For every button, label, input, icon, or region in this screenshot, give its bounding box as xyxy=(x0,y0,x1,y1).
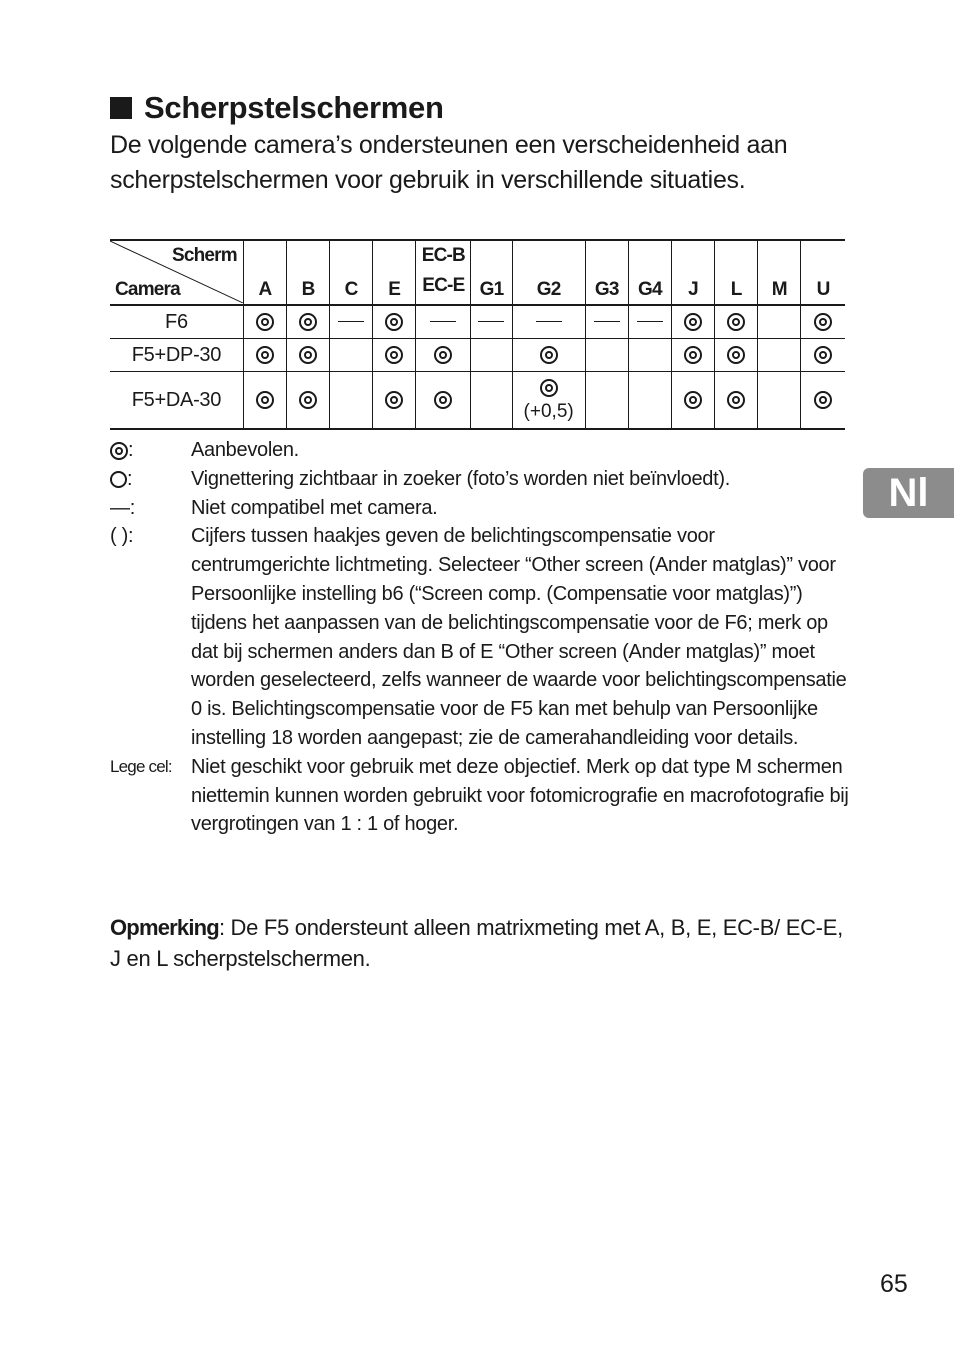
legend xyxy=(110,436,855,839)
not-compatible-icon xyxy=(594,321,620,322)
recommended-icon xyxy=(299,313,317,331)
recommended-icon xyxy=(385,346,403,364)
column-header-j: J xyxy=(671,240,714,305)
table-cell xyxy=(286,339,329,372)
table-row xyxy=(110,305,845,339)
column-header-ece: EC-E xyxy=(422,275,465,296)
table-cell xyxy=(715,305,758,339)
table-row xyxy=(110,372,845,430)
note-label: Opmerking xyxy=(110,915,219,940)
table-cell xyxy=(512,372,585,430)
legend-key: Lege cel: xyxy=(110,756,172,776)
section-title-text: Scherpstelschermen xyxy=(144,90,444,125)
table-cell xyxy=(628,339,671,372)
table-cell xyxy=(416,305,471,339)
table-cell xyxy=(373,372,416,430)
column-header-g4: G4 xyxy=(628,240,671,305)
table-cell xyxy=(801,372,845,430)
focusing-screen-table xyxy=(110,239,845,430)
legend-key-colon: : xyxy=(128,439,134,461)
language-tab: Nl xyxy=(863,468,954,518)
table-header-row xyxy=(110,240,845,305)
table-cell xyxy=(373,305,416,339)
recommended-icon xyxy=(434,346,452,364)
table-cell xyxy=(243,305,286,339)
recommended-icon xyxy=(256,313,274,331)
table-cell xyxy=(330,372,373,430)
recommended-icon xyxy=(684,313,702,331)
column-header-g2: G2 xyxy=(512,240,585,305)
compensation-value: (+0,5) xyxy=(523,401,574,422)
table-cell xyxy=(512,305,585,339)
recommended-icon xyxy=(727,313,745,331)
table-cell xyxy=(671,305,714,339)
table-cell xyxy=(416,372,471,430)
recommended-icon xyxy=(434,391,452,409)
section-title xyxy=(110,86,444,130)
legend-text: Vignettering zichtbaar in zoeker (foto’s worden niet beïnvloedt). xyxy=(191,467,730,490)
column-header-c: C xyxy=(330,240,373,305)
not-compatible-icon xyxy=(478,321,504,322)
table-cell xyxy=(286,372,329,430)
column-header-a: A xyxy=(243,240,286,305)
table-cell xyxy=(416,339,471,372)
table-cell xyxy=(585,339,628,372)
table-cell xyxy=(628,305,671,339)
legend-text: Cijfers tussen haakjes geven de belichtingscompensatie voor centrumgerichte lichtmeting. Selecteer “Other screen (Ander matglas)” voor Persoonlijke instelling b6 (“Screen comp. (Compensatie voor matglas)”) tijdens het aanpassen van de belichtingscompensatie voor de F6; merk op dat bij schermen anders dan B of E “Other screen (Ander matglas)” moet worden geselecteerd, zelfs wanneer de waarde voor belichtingscompensatie 0 is. Belichtingscompensatie voor de F5 kan met behulp van Persoonlijke instelling 18 worden aangepast; zie de camerahandleiding voor details. xyxy=(191,525,847,749)
table-cell xyxy=(471,372,512,430)
legend-text: Aanbevolen. xyxy=(191,439,299,461)
note-text: : De F5 ondersteunt alleen matrixmeting met A, B, E, EC-B/ EC-E, J en L scherpstelschermen. xyxy=(110,915,843,971)
legend-key xyxy=(110,465,191,494)
legend-key-colon: : xyxy=(127,467,133,490)
recommended-icon xyxy=(684,391,702,409)
table-cell xyxy=(801,339,845,372)
table-cell xyxy=(671,339,714,372)
column-header-g1: G1 xyxy=(471,240,512,305)
table-cell xyxy=(330,305,373,339)
recommended-icon xyxy=(385,391,403,409)
table-cell xyxy=(585,305,628,339)
page-number: 65 xyxy=(880,1270,908,1298)
recommended-icon xyxy=(540,346,558,364)
recommended-icon xyxy=(727,346,745,364)
recommended-icon xyxy=(256,346,274,364)
column-header-b: B xyxy=(286,240,329,305)
table-cell xyxy=(801,305,845,339)
table-cell xyxy=(243,339,286,372)
table-cell xyxy=(758,372,801,430)
recommended-icon xyxy=(256,391,274,409)
table-cell xyxy=(330,339,373,372)
legend-item-parentheses xyxy=(110,522,855,752)
table-cell xyxy=(671,372,714,430)
table-cell xyxy=(373,339,416,372)
recommended-icon xyxy=(110,442,128,460)
table-cell xyxy=(471,305,512,339)
table-cell xyxy=(585,372,628,430)
recommended-icon xyxy=(814,313,832,331)
legend-key: —: xyxy=(110,496,135,519)
table-corner-cell xyxy=(110,240,243,305)
intro-paragraph: De volgende camera’s ondersteunen een verscheidenheid aan scherpstelschermen voor gebruik in verschillende situaties. xyxy=(110,131,788,194)
column-header-e: E xyxy=(373,240,416,305)
legend-item-vignetting xyxy=(110,465,855,494)
table-cell xyxy=(758,339,801,372)
recommended-icon xyxy=(814,346,832,364)
vignetting-icon xyxy=(110,471,127,488)
recommended-icon xyxy=(299,346,317,364)
legend-item-recommended xyxy=(110,436,855,465)
table-row xyxy=(110,339,845,372)
note-paragraph xyxy=(110,912,850,974)
table-cell xyxy=(243,372,286,430)
table-cell xyxy=(471,339,512,372)
not-compatible-icon xyxy=(430,321,456,322)
row-camera-name: F5+DP-30 xyxy=(131,343,222,366)
corner-label-camera: Camera xyxy=(115,279,180,300)
table-cell xyxy=(715,339,758,372)
table-cell xyxy=(715,372,758,430)
table-cell xyxy=(512,339,585,372)
recommended-icon xyxy=(299,391,317,409)
row-camera-name: F6 xyxy=(165,310,188,333)
table-cell xyxy=(286,305,329,339)
column-header-ecb: EC-B xyxy=(421,245,465,266)
row-camera-name: F5+DA-30 xyxy=(131,388,222,411)
recommended-icon xyxy=(814,391,832,409)
legend-text: Niet compatibel met camera. xyxy=(191,496,438,519)
legend-key: ( ): xyxy=(110,525,134,548)
legend-item-empty-cell xyxy=(110,753,855,839)
table-cell xyxy=(628,372,671,430)
not-compatible-icon xyxy=(536,321,562,322)
recommended-icon xyxy=(684,346,702,364)
legend-item-not-compatible xyxy=(110,494,855,523)
legend-text: Niet geschikt voor gebruik met deze objectief. Merk op dat type M schermen niettemin kunnen worden gebruikt voor fotomicrografie en macrofotografie bij vergrotingen van 1 : 1 of hoger. xyxy=(191,755,849,836)
recommended-icon xyxy=(540,379,558,397)
column-header-m: M xyxy=(758,240,801,305)
not-compatible-icon xyxy=(338,321,364,322)
column-header-u: U xyxy=(801,240,845,305)
not-compatible-icon xyxy=(637,321,663,322)
recommended-icon xyxy=(385,313,403,331)
corner-label-screen: Scherm xyxy=(171,245,237,266)
column-header-g3: G3 xyxy=(585,240,628,305)
legend-key xyxy=(110,436,191,465)
column-header-l: L xyxy=(715,240,758,305)
column-header-ecb-ece xyxy=(416,240,471,305)
recommended-icon xyxy=(727,391,745,409)
square-bullet-icon xyxy=(110,97,132,119)
table-cell xyxy=(758,305,801,339)
